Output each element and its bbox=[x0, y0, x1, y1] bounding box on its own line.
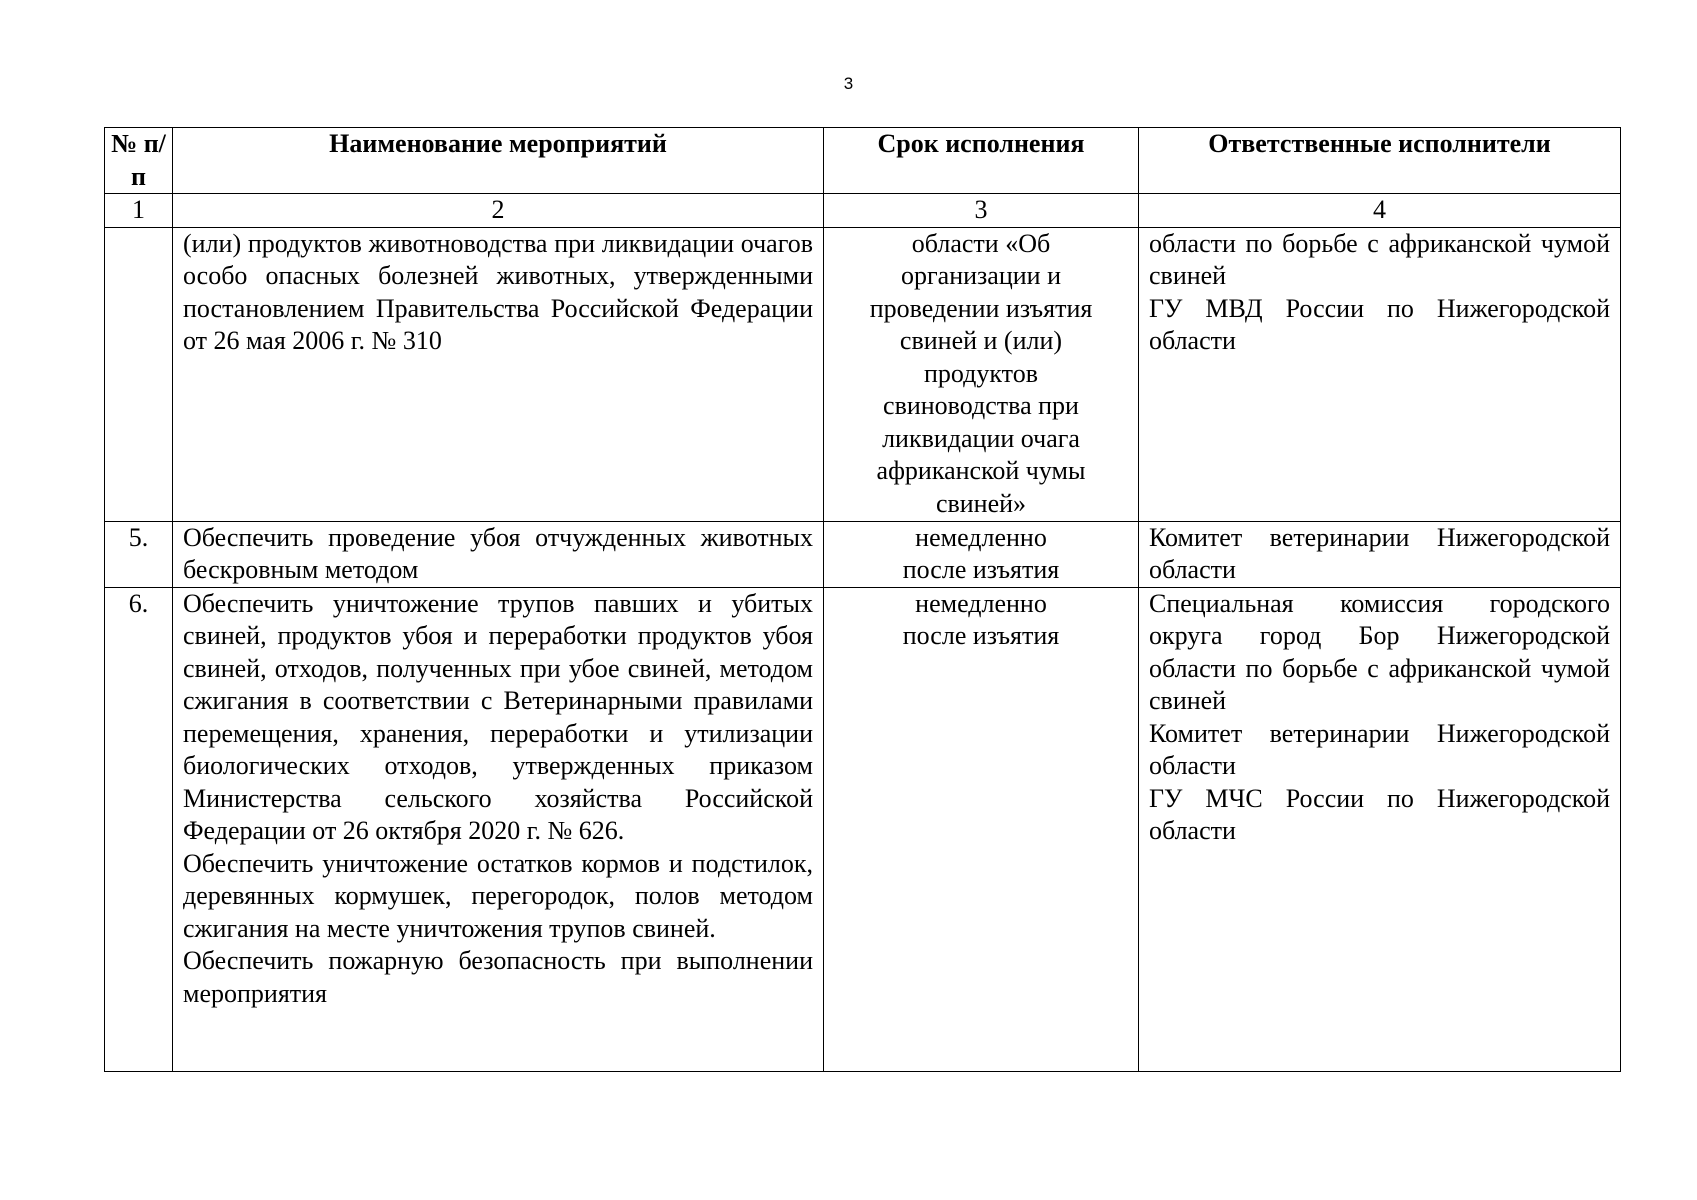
table-row bbox=[105, 587, 1621, 1071]
measure-paragraph: Обеспечить проведение убоя отчужденных животных бескровным методом bbox=[183, 522, 813, 584]
responsible-paragraph: ГУ МЧС России по Нижегородской области bbox=[1149, 783, 1610, 845]
measures-table bbox=[104, 127, 1621, 1072]
row-number: 5. bbox=[105, 521, 173, 587]
measure-paragraph: Обеспечить уничтожение остатков кормов и подстилок, деревянных кормушек, перегородок, полов методом сжигания на месте уничтожения трупов свиней. bbox=[183, 848, 813, 943]
row-measure bbox=[173, 227, 824, 521]
row-number bbox=[105, 227, 173, 521]
table-header-row bbox=[105, 128, 1621, 194]
term-text: немедленно после изъятия bbox=[902, 522, 1060, 584]
responsible-paragraph: Специальная комиссия городского округа город Бор Нижегородской области по борьбе с африканской чумой свиней bbox=[1149, 588, 1610, 715]
term-text: немедленно после изъятия bbox=[902, 588, 1060, 650]
responsible-paragraph: ГУ МВД России по Нижегородской области bbox=[1149, 293, 1610, 355]
measure-paragraph: Обеспечить уничтожение трупов павших и убитых свиней, продуктов убоя и переработки продуктов убоя свиней, отходов, полученных при убое свиней, методом сжигания в соответствии с Ветеринарными правилами перемещения, хранения, переработки и утилизации биологических отходов, утвержденных приказом Министерства сельского хозяйства Российской Федерации от 26 октября 2020 г. № 626. bbox=[183, 588, 813, 845]
measure-paragraph: (или) продуктов животноводства при ликвидации очагов особо опасных болезней животных, утвержденными постановлением Правительства Российской Федерации от 26 мая 2006 г. № 310 bbox=[183, 228, 813, 355]
row-measure bbox=[173, 521, 824, 587]
responsible-paragraph: области по борьбе с африканской чумой свиней bbox=[1149, 228, 1610, 290]
row-measure bbox=[173, 587, 824, 1071]
row-responsible bbox=[1139, 521, 1621, 587]
column-index: 1 bbox=[105, 194, 173, 228]
header-term: Срок исполнения bbox=[824, 128, 1139, 194]
header-number: № п/п bbox=[105, 128, 173, 194]
page-number: 3 bbox=[843, 74, 854, 93]
header-responsible: Ответственные исполнители bbox=[1139, 128, 1621, 194]
row-term bbox=[824, 227, 1139, 521]
row-responsible bbox=[1139, 587, 1621, 1071]
row-number: 6. bbox=[105, 587, 173, 1071]
row-responsible bbox=[1139, 227, 1621, 521]
row-term bbox=[824, 521, 1139, 587]
measure-paragraph: Обеспечить пожарную безопасность при выполнении мероприятия bbox=[183, 946, 813, 1008]
column-index: 3 bbox=[824, 194, 1139, 228]
responsible-paragraph: Комитет ветеринарии Нижегородской области bbox=[1149, 522, 1610, 584]
column-index: 4 bbox=[1139, 194, 1621, 228]
table-row bbox=[105, 521, 1621, 587]
column-index: 2 bbox=[173, 194, 824, 228]
column-index-row bbox=[105, 194, 1621, 228]
term-text: области «Об организации и проведении изъятия свиней и (или) продуктов свиноводства при ликвидации очага африканской чумы свиней» bbox=[869, 228, 1093, 518]
header-name: Наименование мероприятий bbox=[173, 128, 824, 194]
row-term bbox=[824, 587, 1139, 1071]
responsible-paragraph: Комитет ветеринарии Нижегородской области bbox=[1149, 718, 1610, 780]
table-row bbox=[105, 227, 1621, 521]
